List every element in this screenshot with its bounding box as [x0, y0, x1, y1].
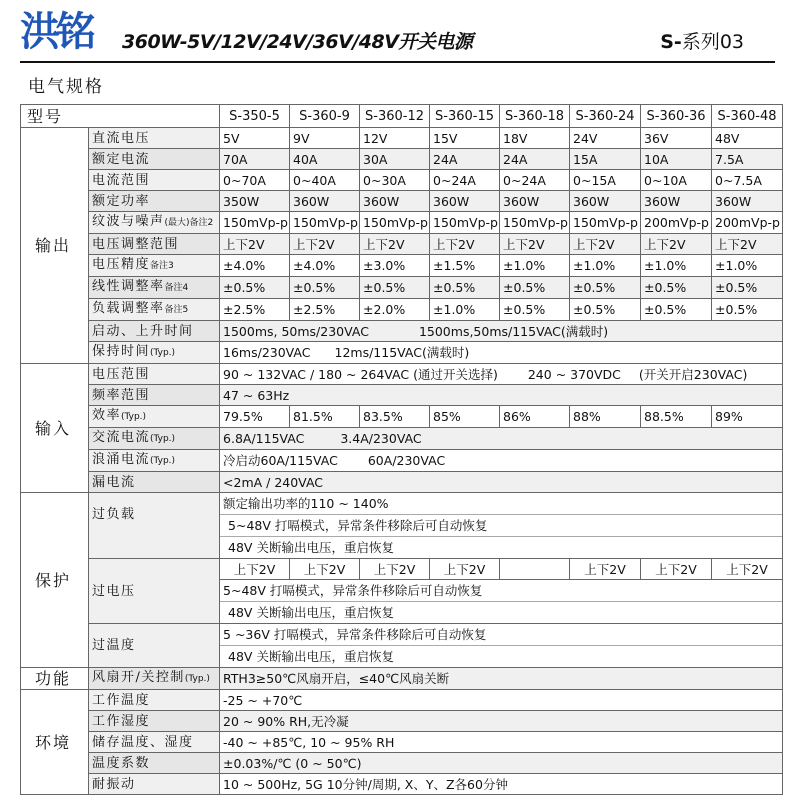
spec-value: 350W: [220, 191, 290, 212]
spec-label: [89, 428, 220, 450]
spec-row: [21, 774, 783, 795]
spec-label-text: 温度系数: [92, 755, 151, 771]
spec-value: ±0.5%: [712, 299, 783, 321]
spec-value: 150mVp-p: [500, 212, 570, 234]
spec-text: 12ms/115VAC(满载时): [334, 345, 470, 360]
spec-value: 86%: [500, 406, 570, 428]
spec-text: 5~48V 打嗝模式，异常条件移除后可自动恢复: [220, 580, 782, 602]
model-cell: S-360-36: [641, 105, 712, 128]
spec-label-text: 启动、上升时间: [92, 323, 194, 339]
spec-value: 15A: [570, 149, 641, 170]
spec-text: 47 ~ 63Hz: [223, 387, 290, 403]
group-label: 功能: [21, 668, 89, 690]
spec-row: [21, 128, 783, 149]
spec-row: [21, 191, 783, 212]
spec-merged-value: [220, 580, 783, 624]
spec-text: (开关开启230VAC): [638, 366, 748, 382]
spec-table: [20, 104, 783, 795]
spec-label-note: (Typ.): [121, 412, 147, 422]
spec-value: 上下2V: [360, 234, 430, 255]
spec-value: 360W: [360, 191, 430, 212]
spec-label-text: 耐振动: [92, 776, 136, 792]
model-cell: S-360-24: [570, 105, 641, 128]
spec-text: 6.8A/115VAC: [223, 431, 305, 446]
spec-label: [89, 624, 220, 668]
page-header: [0, 0, 800, 62]
group-label: 输出: [21, 128, 89, 364]
spec-text: 48V 关断输出电压，重启恢复: [228, 649, 394, 664]
spec-label: [89, 406, 220, 428]
spec-value: 12V: [360, 128, 430, 149]
spec-text: 48V 关断输出电压，重启恢复: [228, 540, 394, 555]
spec-value: 70A: [220, 149, 290, 170]
spec-value: 0~70A: [220, 170, 290, 191]
spec-value: 0~24A: [500, 170, 570, 191]
spec-value: ±0.5%: [641, 299, 712, 321]
spec-row: [21, 321, 783, 342]
spec-label-text: 电压范围: [92, 366, 151, 382]
spec-label: [89, 690, 220, 711]
spec-merged-value: [220, 711, 783, 732]
spec-value: 40A: [290, 149, 360, 170]
spec-merged-value: [220, 624, 783, 668]
spec-label: [89, 170, 220, 191]
section-title: 电气规格: [28, 77, 104, 97]
spec-value: 150mVp-p: [220, 212, 290, 234]
model-cell: S-360-9: [290, 105, 360, 128]
spec-merged-value: [220, 364, 783, 385]
spec-row: [21, 385, 783, 406]
spec-value: 360W: [641, 191, 712, 212]
spec-value: 200mVp-p: [641, 212, 712, 234]
spec-value: ±1.0%: [641, 255, 712, 277]
spec-merged-value: [220, 321, 783, 342]
spec-label: [89, 364, 220, 385]
spec-label: [89, 472, 220, 493]
spec-row: [21, 255, 783, 277]
spec-row: [21, 753, 783, 774]
spec-label-note: 备注4: [164, 283, 189, 293]
spec-value: ±2.5%: [220, 299, 290, 321]
spec-value: 360W: [712, 191, 783, 212]
spec-value: 上下2V: [360, 559, 430, 580]
spec-value: 7.5A: [712, 149, 783, 170]
spec-value: 上下2V: [570, 559, 641, 580]
spec-label-note: (Typ.): [150, 348, 176, 358]
spec-value: 10A: [641, 149, 712, 170]
spec-label-text: 保持时间: [92, 344, 151, 359]
spec-text: 20 ~ 90% RH,无冷凝: [223, 713, 349, 729]
spec-row: [21, 342, 783, 364]
spec-value: 0~10A: [641, 170, 712, 191]
spec-merged-value: [220, 493, 783, 559]
spec-text: -40 ~ +85℃, 10 ~ 95% RH: [223, 734, 395, 750]
spec-text: 60A/230VAC: [367, 453, 446, 468]
spec-merged-value: [220, 668, 783, 690]
spec-row: [21, 668, 783, 690]
spec-value: 上下2V: [290, 559, 360, 580]
spec-row: [21, 364, 783, 385]
spec-value: 85%: [430, 406, 500, 428]
spec-row: [21, 299, 783, 321]
spec-text: ±0.03%/℃ (0 ~ 50℃): [223, 755, 362, 771]
spec-label: [89, 559, 220, 624]
spec-value: [500, 559, 570, 580]
spec-text: 5~48V 打嗝模式，异常条件移除后可自动恢复: [220, 515, 782, 537]
spec-row: [21, 212, 783, 234]
spec-label-text: 工作湿度: [92, 713, 151, 729]
spec-value: 18V: [500, 128, 570, 149]
spec-text: 5 ~36V 打嗝模式，异常条件移除后可自动恢复: [220, 624, 782, 646]
spec-value: 89%: [712, 406, 783, 428]
spec-label-text: 额定功率: [92, 193, 151, 209]
spec-label-text: 风扇开/关控制: [92, 670, 185, 685]
spec-value: 200mVp-p: [712, 212, 783, 234]
spec-merged-value: [220, 472, 783, 493]
spec-merged-value: [220, 342, 783, 364]
spec-row: [21, 472, 783, 493]
group-label: 保护: [21, 493, 89, 668]
spec-text: 3.4A/230VAC: [340, 431, 422, 446]
spec-value: ±1.0%: [712, 255, 783, 277]
spec-value: ±2.5%: [290, 299, 360, 321]
spec-value: 150mVp-p: [430, 212, 500, 234]
spec-row: [21, 277, 783, 299]
spec-value: 36V: [641, 128, 712, 149]
spec-label: [89, 299, 220, 321]
group-label: 输入: [21, 364, 89, 493]
spec-value: ±3.0%: [360, 255, 430, 277]
spec-label: [89, 668, 220, 690]
spec-label-text: 纹波与噪声: [92, 214, 165, 229]
spec-text: 10 ~ 500Hz, 5G 10分钟/周期, X、Y、Z各60分钟: [223, 776, 508, 792]
spec-value: 88%: [570, 406, 641, 428]
spec-row: [21, 624, 783, 668]
spec-label-text: 负载调整率: [92, 301, 165, 316]
spec-value: ±2.0%: [360, 299, 430, 321]
spec-value: ±0.5%: [500, 299, 570, 321]
spec-text: 额定输出功率的110 ~ 140%: [220, 493, 782, 515]
group-label: 环境: [21, 690, 89, 795]
spec-value: 上下2V: [290, 234, 360, 255]
spec-label: [89, 732, 220, 753]
spec-row: [21, 690, 783, 711]
series-label: S-系列03: [660, 31, 744, 53]
spec-label-note: 备注5: [164, 305, 189, 315]
spec-text: 240 ~ 370VDC: [527, 366, 621, 382]
spec-value: 9V: [290, 128, 360, 149]
spec-label-text: 电压调整范围: [92, 236, 180, 252]
spec-label: [89, 149, 220, 170]
spec-value: ±0.5%: [360, 277, 430, 299]
spec-value: 79.5%: [220, 406, 290, 428]
spec-merged-value: [220, 690, 783, 711]
spec-label-text: 过负载: [92, 507, 136, 522]
spec-label: [89, 385, 220, 406]
spec-label: [89, 711, 220, 732]
spec-value: ±4.0%: [220, 255, 290, 277]
spec-label-text: 效率: [92, 408, 122, 423]
spec-label-note: (Typ.): [150, 456, 176, 466]
spec-label-text: 电流范围: [92, 172, 151, 188]
spec-value: 0~24A: [430, 170, 500, 191]
spec-text: 1500ms,50ms/115VAC(满载时): [418, 323, 609, 339]
spec-merged-value: [220, 428, 783, 450]
model-cell: S-350-5: [220, 105, 290, 128]
spec-label-note: (Typ.): [184, 674, 210, 684]
spec-label-text: 储存温度、湿度: [92, 734, 194, 750]
spec-value: 24V: [570, 128, 641, 149]
spec-value: 上下2V: [220, 559, 290, 580]
spec-value: 150mVp-p: [360, 212, 430, 234]
spec-value: ±0.5%: [570, 299, 641, 321]
spec-value: ±1.0%: [430, 299, 500, 321]
spec-row: [21, 428, 783, 450]
spec-merged-value: [220, 753, 783, 774]
spec-value: ±0.5%: [712, 277, 783, 299]
model-cell: S-360-48: [712, 105, 783, 128]
spec-value: ±0.5%: [570, 277, 641, 299]
spec-value: 81.5%: [290, 406, 360, 428]
spec-label-text: 电压精度: [92, 257, 151, 272]
spec-label: [89, 128, 220, 149]
spec-value: ±1.0%: [500, 255, 570, 277]
spec-value: 360W: [570, 191, 641, 212]
spec-label: [89, 234, 220, 255]
spec-label-note: (最大)备注2: [164, 218, 214, 228]
spec-value: ±4.0%: [290, 255, 360, 277]
spec-label-text: 过温度: [92, 638, 136, 653]
model-cell: S-360-15: [430, 105, 500, 128]
spec-text: 冷启动60A/115VAC: [223, 453, 338, 468]
model-label: 型号: [21, 105, 220, 128]
spec-value: 上下2V: [430, 559, 500, 580]
spec-text: 48V 关断输出电压，重启恢复: [228, 605, 394, 620]
spec-label: [89, 493, 220, 559]
spec-value: 上下2V: [220, 234, 290, 255]
spec-value: 24A: [430, 149, 500, 170]
spec-value: 150mVp-p: [570, 212, 641, 234]
spec-value: 48V: [712, 128, 783, 149]
spec-value: ±0.5%: [430, 277, 500, 299]
spec-value: 0~40A: [290, 170, 360, 191]
brand-logo: 洪铭: [20, 9, 92, 55]
spec-label-text: 线性调整率: [92, 279, 165, 294]
spec-label-note: 备注3: [150, 261, 174, 271]
spec-text: 90 ~ 132VAC / 180 ~ 264VAC (通过开关选择): [223, 366, 498, 382]
spec-value: 上下2V: [570, 234, 641, 255]
spec-merged-value: [220, 732, 783, 753]
spec-label-text: 交流电流: [92, 430, 151, 445]
spec-value: ±0.5%: [500, 277, 570, 299]
spec-label: [89, 321, 220, 342]
spec-value: ±1.5%: [430, 255, 500, 277]
spec-label-text: 直流电压: [92, 130, 151, 146]
spec-label: [89, 342, 220, 364]
spec-label: [89, 450, 220, 472]
spec-merged-value: [220, 385, 783, 406]
model-cell: S-360-12: [360, 105, 430, 128]
spec-value: 上下2V: [430, 234, 500, 255]
spec-row: [21, 450, 783, 472]
spec-label-text: 漏电流: [92, 474, 136, 490]
spec-label-text: 过电压: [92, 583, 136, 599]
spec-label-text: 工作温度: [92, 692, 151, 708]
spec-value: 上下2V: [500, 234, 570, 255]
spec-value: 0~30A: [360, 170, 430, 191]
spec-row: [21, 406, 783, 428]
spec-label-note: (Typ.): [150, 434, 176, 444]
spec-value: ±0.5%: [220, 277, 290, 299]
spec-value: 88.5%: [641, 406, 712, 428]
spec-value: ±0.5%: [290, 277, 360, 299]
spec-row: [21, 493, 783, 559]
spec-value: ±0.5%: [641, 277, 712, 299]
spec-value: 360W: [500, 191, 570, 212]
spec-value: 上下2V: [641, 559, 712, 580]
spec-value: 5V: [220, 128, 290, 149]
spec-merged-value: [220, 450, 783, 472]
spec-text: RTH3≥50℃风扇开启，≤40℃风扇关断: [223, 671, 450, 686]
spec-row: [21, 711, 783, 732]
spec-value: ±1.0%: [570, 255, 641, 277]
spec-label-text: 额定电流: [92, 151, 151, 167]
spec-label: [89, 212, 220, 234]
spec-value: 15V: [430, 128, 500, 149]
spec-row: [21, 234, 783, 255]
spec-label: [89, 277, 220, 299]
spec-label: [89, 774, 220, 795]
spec-label: [89, 191, 220, 212]
product-title: 360W-5V/12V/24V/36V/48V开关电源: [122, 31, 473, 53]
model-cell: S-360-18: [500, 105, 570, 128]
spec-value: 30A: [360, 149, 430, 170]
spec-label-text: 频率范围: [92, 387, 151, 403]
spec-value: 上下2V: [712, 234, 783, 255]
model-row: [21, 105, 783, 128]
spec-row: [21, 149, 783, 170]
spec-label-text: 浪涌电流: [92, 452, 151, 467]
spec-text: <2mA / 240VAC: [223, 474, 323, 490]
spec-row: [21, 559, 783, 580]
spec-label: [89, 753, 220, 774]
spec-value: 24A: [500, 149, 570, 170]
spec-value: 上下2V: [712, 559, 783, 580]
spec-label: [89, 255, 220, 277]
spec-value: 360W: [430, 191, 500, 212]
header-rule: [20, 61, 775, 63]
spec-value: 83.5%: [360, 406, 430, 428]
spec-merged-value: [220, 774, 783, 795]
spec-value: 上下2V: [641, 234, 712, 255]
spec-row: [21, 170, 783, 191]
spec-value: 150mVp-p: [290, 212, 360, 234]
spec-value: 360W: [290, 191, 360, 212]
spec-text: 1500ms, 50ms/230VAC: [223, 323, 369, 339]
spec-value: 0~15A: [570, 170, 641, 191]
spec-text: 16ms/230VAC: [223, 345, 311, 360]
spec-row: [21, 732, 783, 753]
spec-text: -25 ~ +70℃: [223, 692, 303, 708]
spec-value: 0~7.5A: [712, 170, 783, 191]
